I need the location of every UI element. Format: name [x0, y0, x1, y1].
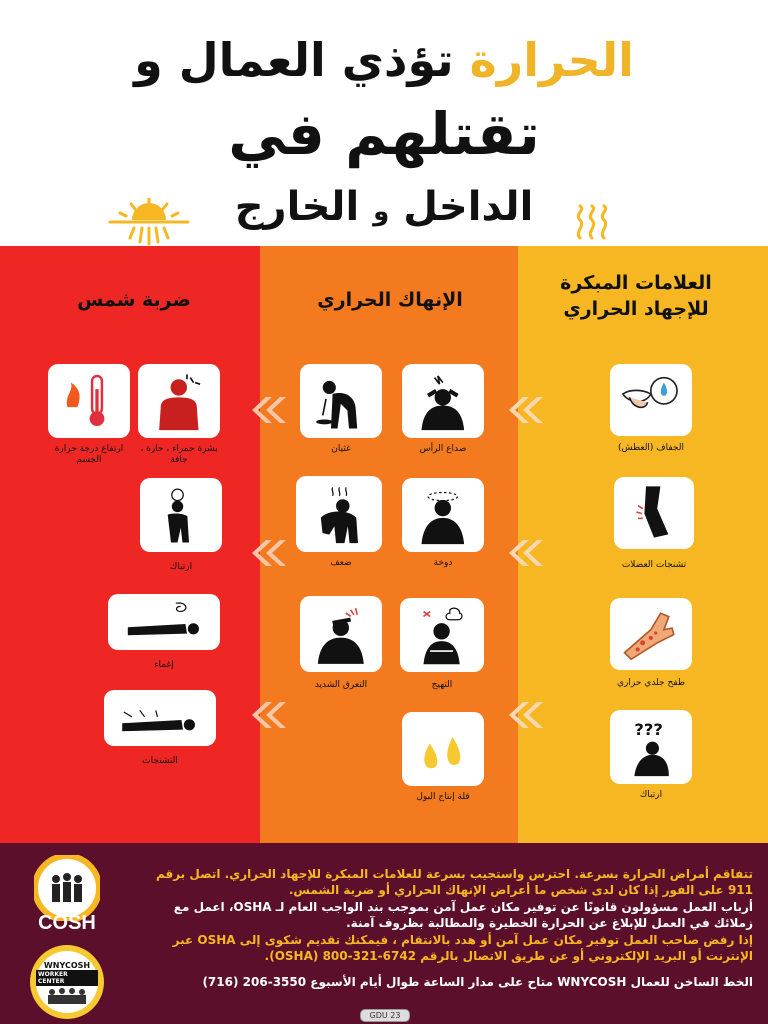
seizures-tile: [104, 690, 216, 746]
item-label: ارتفاع درجة حرارة الجسم: [54, 444, 124, 465]
chevron-left-icon: [238, 700, 288, 730]
title-highlight: الحرارة: [469, 33, 634, 87]
footer-paragraph-1: تتفاقم أمراض الحرارة بسرعة. احترس واستجيب بسرعة للعلامات المبكرة للإجهاد الحراري. اتصل برقم 911 على الفور إذا كان لدى شخص ما أعراض الإنهاك الحراري أو ضربة الشمس.: [155, 867, 753, 897]
title-line-1-rest: تؤذي العمال و: [134, 33, 454, 87]
item-label: ارتباك: [639, 790, 663, 800]
heat-exhaustion-title: الإنهاك الحراري: [317, 289, 463, 311]
irritability-icon: [408, 605, 475, 664]
high-temp-tile: [48, 364, 130, 438]
item-label: تشنجات العضلات: [621, 560, 687, 570]
wnycosh-logo-top: WNYCOSH: [43, 960, 91, 970]
item-label: ارتباك: [169, 562, 193, 572]
item-label: إغماء: [154, 660, 174, 670]
irritability-tile: [400, 598, 484, 672]
confused-person-icon: [148, 485, 214, 544]
heat-waves-icon: [572, 204, 612, 240]
confusion-tile: [610, 710, 692, 784]
item-label: دوخة: [433, 558, 453, 568]
fainted-person-icon: [119, 600, 209, 645]
dizziness-tile: [402, 478, 484, 552]
item-label: طفح جلدي حراري: [617, 678, 685, 688]
dehydration-tile: [610, 364, 692, 436]
wnycosh-logo: [30, 945, 104, 1019]
title-line-1: [0, 30, 768, 90]
chevron-left-icon: [238, 395, 288, 425]
hot-skin-tile: [138, 364, 220, 438]
leg-cramp-icon: [622, 484, 686, 542]
footer-hotline: الخط الساخن للعمال WNYCOSH متاح على مدار الساعة طوال أيام الأسبوع 3550-206 (716): [202, 975, 753, 989]
thermometer-icon: [56, 371, 122, 430]
item-label: صداع الرأس: [419, 444, 467, 454]
title-inside: الداخل: [403, 184, 534, 230]
item-label: ضعف: [330, 558, 352, 568]
wnycosh-logo-bottom: WORKER CENTER: [36, 970, 98, 986]
early-signs-title: العلامات المبكرة للإجهاد الحراري: [560, 272, 712, 320]
sweating-icon: [308, 604, 374, 665]
dry-mouth-icon: [618, 371, 684, 429]
page-badge: GDU 23: [360, 1009, 410, 1022]
fainting-tile: [108, 594, 220, 650]
item-label: التهيج: [431, 680, 453, 690]
weakness-icon: [305, 484, 374, 545]
headache-icon: [410, 371, 476, 430]
dizziness-icon: [410, 485, 476, 544]
chevron-left-icon: [495, 700, 545, 730]
nausea-tile: [300, 364, 382, 438]
heavy-sweating-tile: [300, 596, 382, 672]
title-line-2: تقتلهم في: [228, 100, 540, 168]
item-label: التعرق الشديد: [314, 680, 368, 690]
confused-person-icon: [618, 717, 684, 776]
rash-arm-icon: [618, 605, 684, 663]
chevron-left-icon: [495, 538, 545, 568]
heat-rash-tile: [610, 598, 692, 670]
hot-person-icon: [146, 371, 212, 430]
weakness-tile: [296, 476, 382, 552]
footer-paragraph-2: أرباب العمل مسؤولون قانونًا عن توفير مكان عمل آمن بموجب بند الواجب العام لـ OSHA، اعمل مع زملائك في العمل للإبلاغ عن الحرارة الخطيرة والمطالبة بظروف آمنة.: [173, 900, 753, 930]
chevron-left-icon: [238, 538, 288, 568]
chevron-left-icon: [495, 395, 545, 425]
title-outside: الخارج: [234, 184, 360, 230]
heat-stroke-title: ضربة شمس: [77, 289, 191, 311]
item-label: غثيان: [331, 444, 351, 454]
low-urine-tile: [402, 712, 484, 786]
item-label: بشرة حمراء ، حارة ، جافة: [140, 444, 218, 465]
footer-paragraph-3: إذا رفض صاحب العمل توفير مكان عمل آمن أو هدد بالانتقام ، فيمكنك تقديم شكوى إلى OSHA عبر الإنترنت أو البريد الإلكتروني أو عن طريق الاتصال بالرقم 6742-321-800 (OSHA).: [172, 933, 753, 963]
crowd-icon: [44, 986, 90, 1004]
seizure-icon: [115, 696, 205, 741]
muscle-cramps-tile: [614, 477, 694, 549]
cosh-logo-text: COSH: [38, 912, 96, 934]
drops-icon: [410, 719, 476, 778]
stroke-confusion-tile: [140, 478, 222, 552]
headache-tile: [402, 364, 484, 438]
item-label: التشنجات: [142, 756, 178, 766]
nausea-icon: [308, 371, 374, 430]
title-and: و: [373, 197, 390, 227]
item-label: قلة إنتاج البول: [416, 792, 470, 802]
svg-text:???: ???: [634, 720, 664, 740]
item-label: الجفاف (العطش): [617, 443, 684, 453]
sun-icon: [104, 198, 194, 248]
